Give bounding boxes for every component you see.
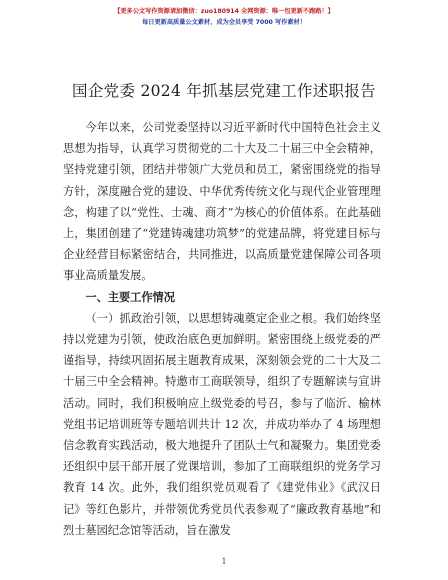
body-paragraph: （一）抓政治引领，以思想铸魂奠定企业之根。我们始终坚持以党建为引领，使政治底色更加鲜明。紧密围绕上级党委的严谨指导，持续巩固拓展主题教育成果，深刻领会党的二十大及二十届三中全会精神。特邀市工商联领导，组织了专题解读与宣讲活动。同时，我们积极响应上级党委的号召，参与了临沂、榆林党组书记培训班等专题培训共计 12 次，并成功举办了 4 场理想信念教育实践活动，极大地提升了团队士气和凝聚力。集团党委还组织中层干部开展了党课培训，参加了工商联组织的党务学习教育 14 次。此外，我们组织党员观看了《建党伟业》《武汉日记》等红色影片，并带领优秀党员代表参观了“廉政教育基地”和烈士墓园纪念馆等活动，旨在激发	[63, 311, 381, 537]
document-body	[63, 117, 381, 541]
promo-banner-line-1: 【更多公文写作资源请加微信：zuo180914 全网资源：唯一包更新不跑路！】	[114, 8, 334, 15]
promo-banner-line-2: 每日更新高质量公文素材，成为会员享受 7000 写作素材！	[142, 19, 306, 26]
intro-paragraph: 今年以来，公司党委坚持以习近平新时代中国特色社会主义思想为指导，认真学习贯彻党的二十大及二十届三中全会精神，坚持党建引领，团结并带领广大党员和员工，紧密围绕党的指导方针，深度融合党的建设、中华优秀传统文化与现代企业管理理念，构建了以“党性、士魂、商才”为核心的价值体系。在此基础上，集团创建了“党建铸魂建功筑梦”的党建品牌，将党建目标与企业经营目标紧密结合，共同推进，以高质量党建保障公司各项事业高质量发展。	[63, 121, 381, 283]
section-heading: 一、主要工作情况	[85, 289, 175, 304]
page-number: 1	[221, 557, 227, 566]
document-title: 国企党委 2024 年抓基层党建工作述职报告	[72, 82, 376, 100]
